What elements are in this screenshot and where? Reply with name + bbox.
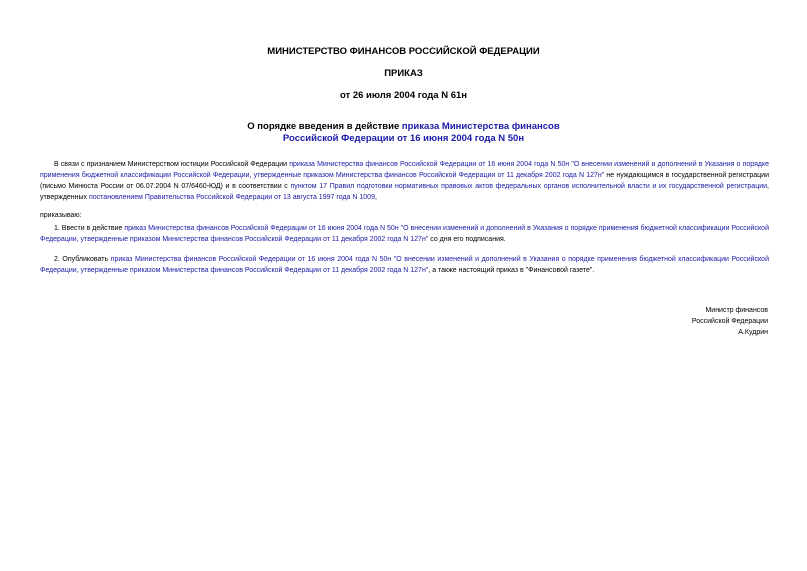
document-type-heading: ПРИКАЗ <box>384 68 423 79</box>
order-title <box>0 121 807 145</box>
item1-text-2: со дня его подписания. <box>428 236 506 243</box>
order-item-2 <box>40 254 769 276</box>
item2-text-2: , а также настоящий приказ в "Финансовой газете". <box>428 267 595 274</box>
signature-organization: Российской Федерации <box>691 318 768 325</box>
order-title-link-line1[interactable]: приказа Министерства финансов <box>401 121 560 132</box>
signature-block <box>692 305 768 338</box>
intro-text-3: , утвержденных <box>40 183 769 201</box>
intro-text-1: В связи с признанием Министерством юстиции Российской Федерации <box>54 161 290 168</box>
order-item-1 <box>40 223 769 245</box>
intro-link-resolution-1009[interactable]: постановлением Правительства Российской Федерации от 13 августа 1997 года N 1009 <box>89 194 375 201</box>
item1-text-1: 1. Ввести в действие <box>54 225 125 232</box>
intro-paragraph <box>40 159 769 203</box>
signature-position: Министр финансов <box>705 307 768 314</box>
signature-name: А.Кудрин <box>738 329 768 336</box>
intro-text-4: , <box>374 194 377 201</box>
intro-link-order-50n[interactable]: приказа Министерства финансов Российской Федерации от 16 июня 2004 года N 50н "О внесении изменений и дополнений в Указания о порядке применения бюджетной классификации Российской Федерации, утвержденные приказом Министерства финансов Российской Федерации от 11 декабря 2002 года N 127н" <box>40 161 769 179</box>
order-title-prefix: О порядке введения в действие <box>247 121 402 132</box>
intro-text-2: не нуждающимся в государственной регистрации (письмо Минюста России от 06.07.2004 N 07/6460-ЮД) и в соответствии с <box>40 172 770 190</box>
item2-text-1: 2. Опубликовать <box>54 256 111 263</box>
item1-link-order-50n[interactable]: приказ Министерства финансов Российской Федерации от 16 июня 2004 года N 50н "О внесении изменений и дополнений в Указания о порядке применения бюджетной классификации Российской Федерации, утвержденные приказом Министерства финансов Российской Федерации от 11 декабря 2002 года N 127н" <box>40 225 769 243</box>
ministry-heading: МИНИСТЕРСТВО ФИНАНСОВ РОССИЙСКОЙ ФЕДЕРАЦИИ <box>267 46 540 57</box>
intro-link-rules-item-17[interactable]: пунктом 17 Правил подготовки нормативных правовых актов федеральных органов исполнительной власти и их государственной регистрации <box>290 183 768 190</box>
order-title-link-line2[interactable]: Российской Федерации от 16 июня 2004 года N 50н <box>282 133 525 144</box>
order-date-number: от 26 июля 2004 года N 61н <box>339 90 468 101</box>
order-label: приказываю: <box>40 212 82 219</box>
item2-link-order-50n[interactable]: приказ Министерства финансов Российской Федерации от 16 июня 2004 года N 50н "О внесении изменений и дополнений в Указания о порядке применения бюджетной классификации Российской Федерации, утвержденные приказом Министерства финансов Российской Федерации от 11 декабря 2002 года N 127н" <box>40 256 769 274</box>
